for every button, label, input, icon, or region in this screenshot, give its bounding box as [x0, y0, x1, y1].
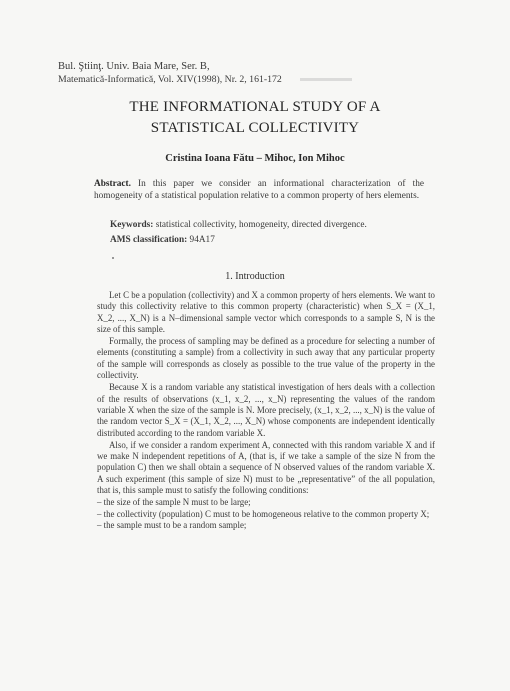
ams-code: 94A17 — [189, 235, 215, 245]
ams-classification — [110, 235, 215, 245]
abstract — [94, 178, 424, 202]
authors: Cristina Ioana Fătu – Mihoc, Ion Mihoc — [165, 153, 345, 164]
condition-item: – the size of the sample N must to be large; — [97, 497, 251, 508]
body-text — [97, 290, 435, 531]
keywords-label: Keywords: — [110, 220, 154, 230]
paper-title — [0, 97, 510, 139]
paragraph: Because X is a random variable any statistical investigation of hers deals with a collection of the results of observations (x_1, x_2, ..., x_N) representing the values of the random variable X when the size of the sample is N. More precisely, (x_1, x_2, ..., x_N) is the value of the random vector S_X = (X_1, X_2, ..., X_N) whose components are independent identically distributed according to the random variable X. — [97, 382, 435, 438]
paragraph: Formally, the process of sampling may be defined as a procedure for selecting a number of elements (constituting a sample) from a collectivity in such away that any particular property of the sample will corresponds as closely as possible to the true value of the property in the collectivity. — [97, 336, 435, 381]
keywords-text: statistical collectivity, homogeneity, directed divergence. — [155, 220, 367, 230]
keywords — [110, 219, 430, 231]
scan-smudge — [300, 78, 352, 81]
paper-title-line1: THE INFORMATIONAL STUDY OF A — [129, 99, 381, 115]
condition-item: – the sample must to be a random sample; — [97, 519, 247, 530]
journal-header-line1: Bul. Ştiinţ. Univ. Baia Mare, Ser. B, — [58, 61, 210, 72]
paper-title-line2: STATISTICAL COLLECTIVITY — [150, 120, 360, 136]
abstract-label: Abstract. — [94, 179, 131, 189]
paragraph: Also, if we consider a random experiment A, connected with this random variable X and if we make N independent repetitions of A, (that is, if we take a sample of the size N from the population C) then we shall obtain a sequence of N observed values of the random variable X. A such experiment (this sample of size N) must to be „representative” of the all population, that is, this sample must to satisfy the following conditions: — [97, 439, 435, 496]
section-heading: 1. Introduction — [225, 271, 285, 282]
paragraph: Let C be a population (collectivity) and X a common property of hers elements. We want to study this collectivity relative to this common property (characteristic) when S_X = (X_1, X_2, ..., X_N) is a N–dimensional sample vector which corresponds to a sample S, N is the size of this sample. — [97, 290, 435, 334]
scan-speck — [112, 257, 114, 259]
journal-header — [58, 60, 282, 86]
ams-label: AMS classification: — [110, 235, 188, 245]
condition-item: – the collectivity (population) C must to be homogeneous relative to the common property X; — [97, 508, 430, 519]
abstract-text: In this paper we consider an informational characterization of the homogeneity of a statistical population relative to a common property of hers elements. — [94, 179, 424, 201]
journal-header-line2: Matematică-Informatică, Vol. XIV(1998), Nr. 2, 161-172 — [58, 74, 282, 85]
